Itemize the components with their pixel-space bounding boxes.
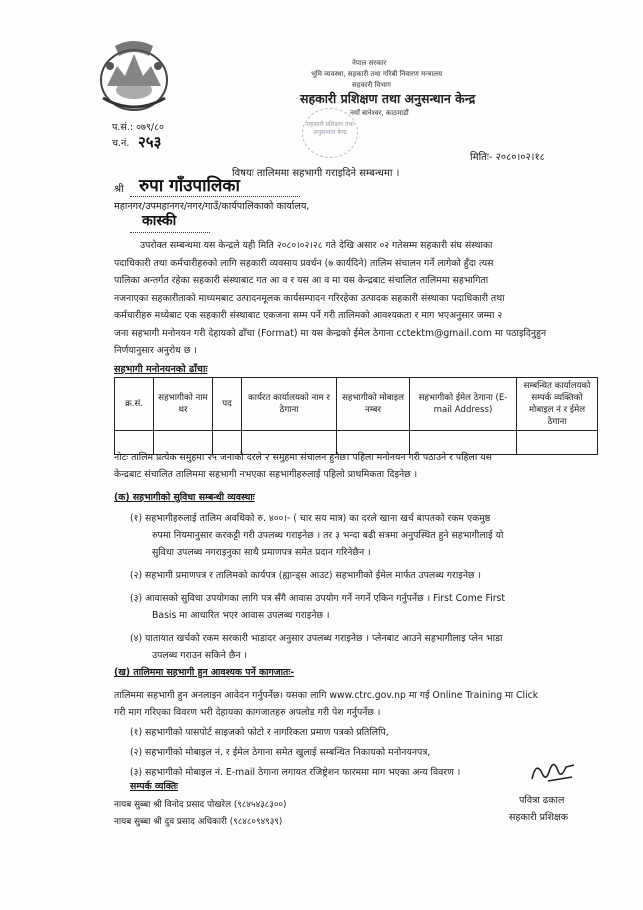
table-header-cell: सहभागीको ईमेल ठेगाना (E-mail Address): [410, 378, 517, 431]
center-name: सहकारी प्रशिक्षण तथा अनुसन्धान केन्द्र: [300, 91, 476, 106]
letter-date: मितिः- २०८०।०२।१८: [470, 152, 545, 163]
body-line: कर्मचारीहरु मध्येबाट एक सहकारी संस्थाबाट एकजना सम्म पर्ने गरी तालिमको आवश्यकता र माग भएअनुसार जम्मा २: [114, 310, 503, 321]
body-line: नजनाएका सहकारीताको माध्यमबाट उत्पादनमूलक कार्यसम्पादन गरिरहेका उत्पादक सहकारी संस्थाका पदाधिकारी तथा: [114, 292, 505, 304]
section-b-intro: तालिममा सहभागी हुन अनलाइन आवेदन गर्नुपर्नेछ। यसका लागि www.ctrc.gov.np मा गई Online Training मा Click गरी माग गरिएका विवरण भरी देहायका कागजातहरु अपलोड गरी पेश गर्नुपर्नेछ ।: [114, 690, 539, 718]
list-item: (२) सहभागीको मोबाइल नं. र ईमेल ठेगाना समेत खुलाई सम्बन्धित निकायको मनोनयनपत्र,: [130, 747, 431, 758]
chalani-label: च.नं.: [112, 138, 130, 149]
list-item: (२) सहभागी प्रमाणपत्र र तालिमको कार्यपत्र (ह्यान्ड्स आउट) सहभागीको ईमेल मार्फत उपलब्ध गराइनेछ ।: [130, 570, 481, 581]
table-header-row: [115, 378, 598, 431]
body-line: उपरोक्त सम्बन्धमा यस केन्द्रले यही मिति २०८०।०२।२८ गते देखि असार ०२ गतेसम्म सहकारी संघ संस्थाका: [140, 240, 493, 251]
nepal-emblem-icon: [95, 36, 173, 116]
section-a-heading: (क) सहभागीको सुविधा सम्बन्धी व्यवस्थाः: [114, 492, 255, 503]
note-line: नोटः तालिम प्रत्येक समुहमा २५ जनाको दरले २ समुहमा संचालन हुनेछ। पहिला मनोनयन गरी पठाउने र पहिला यस: [114, 452, 492, 463]
body-paragraph: [114, 237, 614, 360]
recipient-underline: [130, 196, 300, 197]
note-block: [114, 449, 614, 483]
list-item: (४) यातायात खर्चको रकम सरकारी भाडादर अनुसार उपलब्ध गराइनेछ । प्लेनबाट आउने सहभागीलाइ प्लेन भाडा उपलब्ध गराउन सकिने छैन ।: [130, 633, 503, 661]
body-line: पदाधिकारी तथा कर्मचारीहरुको लागि सहकारी व्यवसाय प्रवर्धन (७ कार्यदिने) तालिम संचालन गर्ने लागेको हुँदा त्यस: [114, 257, 494, 269]
contact-list: [114, 797, 286, 831]
ministry-line: भूमि व्यवस्था, सहकारी तथा गरिबी निवारण मन्त्रालय: [311, 70, 442, 78]
district-underline: [130, 232, 210, 233]
body-line: जना सहभागी मनोनयन गरी देहायको ढाँचा (Format) मा यस केन्द्रको ईमेल ठेगाना cctektm@gmail.com मा पठाइदिनुहुन: [114, 327, 547, 339]
table-header-cell: सहभागीको नाम थर: [154, 378, 213, 431]
nomination-format-table: [114, 377, 598, 455]
list-item: (१) सहभागीहरुलाई तालिम अवधिको रु. ४००।- ( चार सय मात्र) का दरले खाना खर्च बापतको रकम एकमुष्ठ रुपमा नियमानुसार करकट्टी गरी उपलब्ध गराइनेछ । तर ३ भन्दा बढी सत्रमा अनुपस्थित हुने सहभागीलाई यो सुविधा उपलब्ध नगराइनुका साथै प्रमाणपत्र समेत प्रदान गरिनेछैन ।: [130, 513, 504, 558]
list-item: (३) सहभागीको मोबाइल नं. E-mail ठेगाना लगायत रजिष्ट्रेशन फारममा माग भएका अन्य विवरण ।: [130, 767, 461, 778]
table-header-cell: पद: [213, 378, 242, 431]
chalani-number: २५३: [138, 133, 162, 151]
table-header-cell: क्र.सं.: [115, 378, 154, 431]
recipient-office-line: महानगर/उपमहानगर/नगर/गाउँ/कार्यपालिकाको कार्यालय,: [114, 201, 310, 212]
patra-sankhya: प.सं.: ०७९/८०: [112, 122, 164, 133]
signatory-title: सहकारी प्रशिक्षक: [509, 812, 569, 823]
address-line: नयाँ बानेश्वर, काठमाडौं: [350, 109, 409, 117]
section-b-heading: (ख) तालिममा सहभागी हुन आवश्यक पर्ने कागजातः-: [114, 667, 295, 678]
table-header-cell: कार्यरत कार्यालयको नाम र ठेगाना: [242, 378, 337, 431]
body-line: निर्णयानुसार अनुरोध छ ।: [114, 345, 197, 356]
section-a-list: [130, 510, 620, 664]
note-line: केन्द्रबाट संचालित तालिममा सहभागी नभएका सहभागीहरुलाई पहिलो प्राथमिकता दिइनेछ ।: [114, 469, 418, 480]
contact-line: नायब सुब्बा श्री विनोद प्रसाद पोखरेल (९८४५४३८३००): [114, 800, 287, 810]
signatory-name: पवित्रा ढकाल: [519, 795, 565, 806]
recipient-name: रुपा गाँउपालिका: [139, 176, 240, 196]
body-line: पालिका अन्तर्गत रहेका सहकारी संस्थाबाट गत आ व र यस आ व मा यस केन्द्रबाट संचालित तालिममा सहभागिता: [114, 275, 489, 286]
recipient-district: कास्की: [142, 213, 177, 229]
list-item: (१) सहभागीको पासपोर्ट साइजको फोटो र नागरिकता प्रमाण पत्रको प्रतिलिपि,: [130, 727, 389, 738]
department-line: सहकारी विभाग: [352, 81, 391, 89]
table-header-cell: सहभागीको मोबाइल नम्बर: [337, 378, 410, 431]
subject-line: विषयः तालिममा सहभागी गराइदिने सम्बन्धमा ।: [232, 168, 400, 179]
table-title: सहभागी मनोनयनको ढाँचाः: [114, 364, 208, 375]
list-item: (३) आवासको सुविधा उपयोगका लागि पत्र सँगै आवास उपयोग गर्ने नगर्ने एकिन गर्नुपर्नेछ । First Come First Basis मा आधारित भएर आवास उपलब्ध गराइनेछ ।: [130, 593, 506, 621]
signature-icon: [528, 757, 578, 787]
table-header-cell: सम्बन्धित कार्यालयको सम्पर्क व्यक्तिको मोबाइल नं र ईमेल ठेगाना: [517, 378, 598, 431]
gov-line: नेपाल सरकार: [352, 59, 387, 67]
contact-line: नायब सुब्बा श्री दुव प्रसाद अधिकारी (९८४८०९४९३९): [114, 817, 283, 827]
office-stamp: सहकारी प्रशिक्षण तथा अनुसन्धान केन्द्र: [302, 108, 358, 158]
recipient-prefix: श्री: [114, 184, 124, 195]
contact-heading: सम्पर्क व्यक्तिः: [130, 781, 179, 792]
